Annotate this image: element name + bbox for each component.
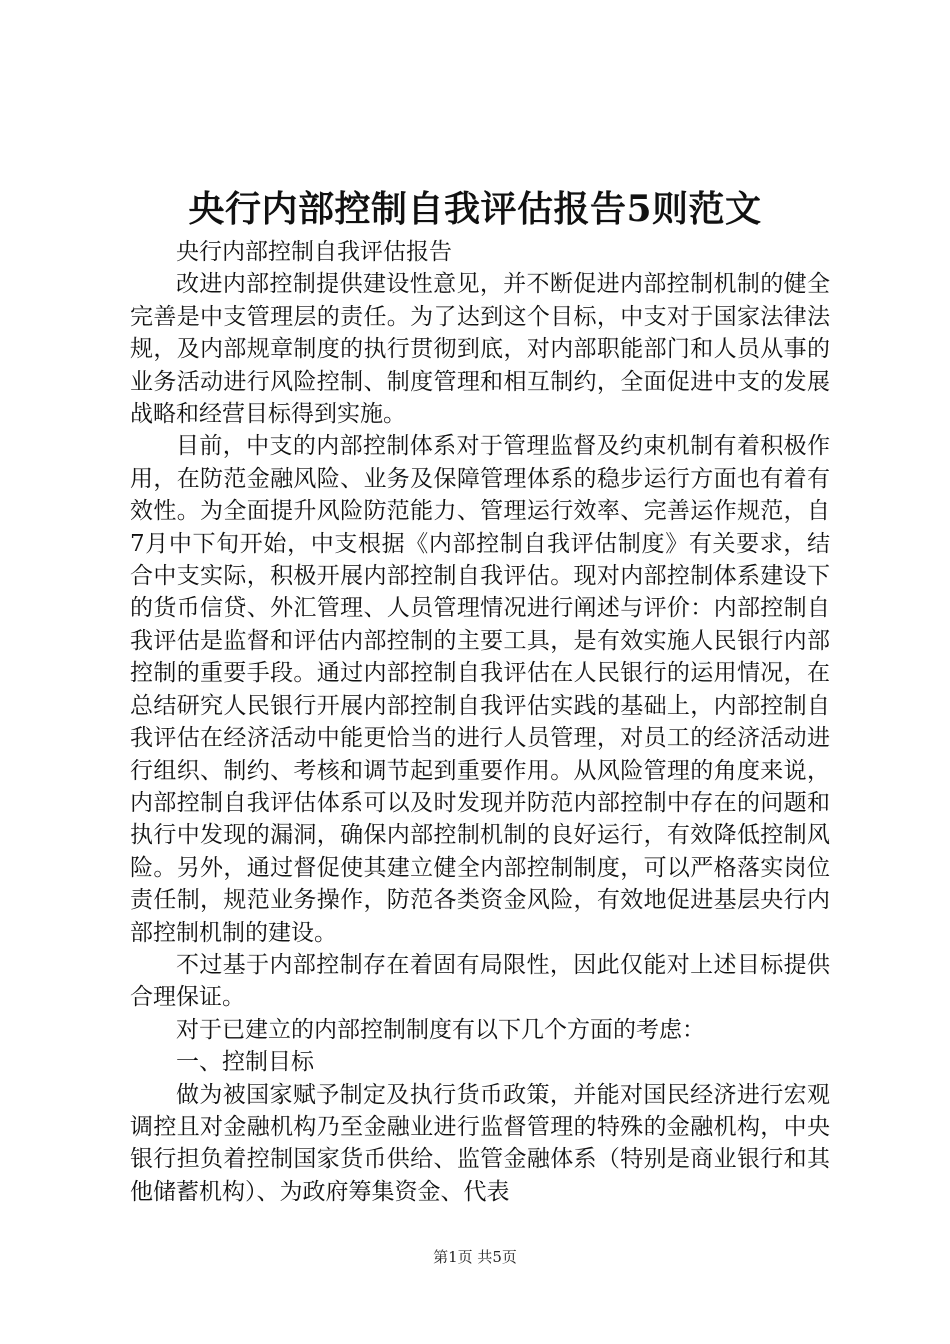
paragraph-considerations: 对于已建立的内部控制制度有以下几个方面的考虑： (176, 1016, 705, 1043)
paragraph-limitations: 不过基于内部控制存在着固有局限性，因此仅能对上述目标提供合理保证。 (130, 951, 830, 1011)
paragraph-central-bank-role: 做为被国家赋予制定及执行货币政策，并能对国民经济进行宏观调控且对金融机构乃至金融业进行监督管理的特殊的金融机构，中央银行担负着控制国家货币供给、监管金融体系（特别是商业银行和其他储蓄机构）、为政府筹集资金、代表 (130, 1081, 830, 1205)
section-heading-control-objectives: 一、控制目标 (176, 1049, 314, 1076)
paragraph-current-status: 目前，中支的内部控制体系对于管理监督及约束机制有着积极作用，在防范金融风险、业务及保障管理体系的稳步运行方面也有着有效性。为全面提升风险防范能力、管理运行效率、完善运作规范，自7月中下旬开始，中支根据《内部控制自我评估制度》有关要求，结合中支实际，积极开展内部控制自我评估。现对内部控制体系建设下的货币信贷、外汇管理、人员管理情况进行阐述与评价：内部控制自我评估是监督和评估内部控制的主要工具，是有效实施人民银行内部控制的重要手段。通过内部控制自我评估在人民银行的运用情况，在总结研究人民银行开展内部控制自我评估实践的基础上，内部控制自我评估在经济活动中能更恰当的进行人员管理，对员工的经济活动进行组织、制约、考核和调节起到重要作用。从风险管理的角度来说，内部控制自我评估体系可以及时发现并防范内部控制中存在的问题和执行中发现的漏洞，确保内部控制机制的良好运行，有效降低控制风险。另外，通过督促使其建立健全内部控制制度，可以严格落实岗位责任制，规范业务操作，防范各类资金风险，有效地促进基层央行内部控制机制的建设。 (130, 433, 830, 946)
paragraph-report-heading: 央行内部控制自我评估报告 (176, 239, 452, 265)
document-body (130, 236, 830, 1208)
page-footer: 第1页 共5页 (433, 1248, 517, 1266)
paragraph-management-responsibility: 改进内部控制提供建设性意见，并不断促进内部控制机制的健全完善是中支管理层的责任。为了达到这个目标，中支对于国家法律法规，及内部规章制度的执行贯彻到底，对内部职能部门和人员从事的业务活动进行风险控制、制度管理和相互制约，全面促进中支的发展战略和经营目标得到实施。 (130, 271, 830, 428)
document-title: 央行内部控制自我评估报告5则范文 (188, 188, 762, 230)
